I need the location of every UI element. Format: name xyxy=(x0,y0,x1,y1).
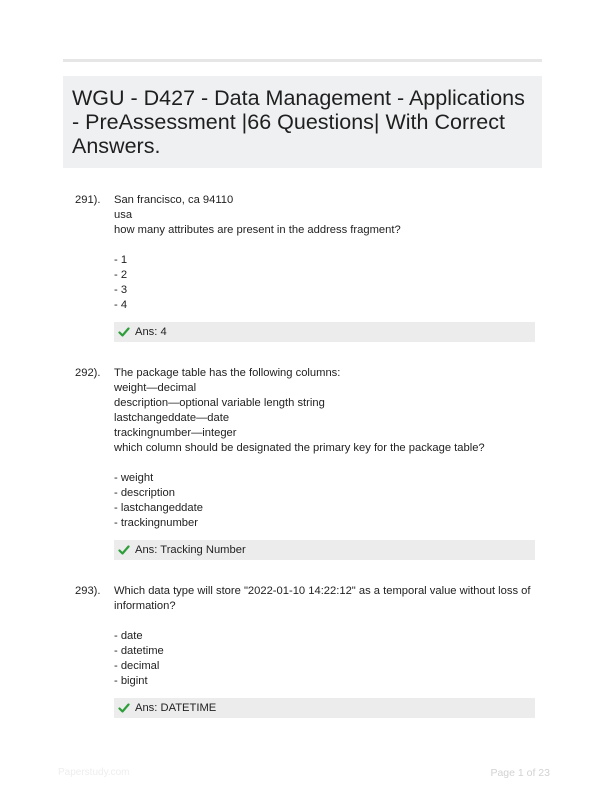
question-292 xyxy=(75,366,535,531)
checkmark-icon xyxy=(118,702,130,714)
answer-option: - date xyxy=(114,630,143,642)
footer-site-watermark: Paperstudy.com xyxy=(58,767,130,778)
question-number: 292). xyxy=(75,367,101,379)
document-title: WGU - D427 - Data Management - Applications - PreAssessment |66 Questions| With Correct Answers. xyxy=(72,86,525,158)
answer-option: - 1 xyxy=(114,254,128,266)
question-line: which column should be designated the primary key for the package table? xyxy=(114,442,485,454)
answer-option: - trackingnumber xyxy=(114,517,198,529)
question-body xyxy=(114,584,534,689)
question-293 xyxy=(75,584,535,689)
answer-box xyxy=(114,322,535,342)
answer-text: Ans: Tracking Number xyxy=(135,544,246,556)
question-line: weight—decimal xyxy=(114,382,197,394)
answer-option: - decimal xyxy=(114,660,160,672)
question-line: lastchangeddate—date xyxy=(114,412,230,424)
question-line: Which data type will store "2022-01-10 14:22:12" as a temporal value without loss of xyxy=(114,585,531,597)
question-291 xyxy=(75,193,535,313)
title-box xyxy=(63,76,542,168)
answer-option: - weight xyxy=(114,472,154,484)
question-number: 291). xyxy=(75,194,101,206)
checkmark-icon xyxy=(118,544,130,556)
checkmark-icon xyxy=(118,326,130,338)
top-divider xyxy=(63,59,542,62)
question-line: San francisco, ca 94110 xyxy=(114,194,234,206)
answer-option: - datetime xyxy=(114,645,164,657)
answer-box xyxy=(114,698,535,718)
answer-option: - 2 xyxy=(114,269,128,281)
answer-option: - 4 xyxy=(114,299,128,311)
answer-option: - bigint xyxy=(114,675,148,687)
question-number: 293). xyxy=(75,585,101,597)
question-body xyxy=(114,193,534,313)
question-line: usa xyxy=(114,209,133,221)
answer-option: - 3 xyxy=(114,284,128,296)
question-line: information? xyxy=(114,600,176,612)
question-line: description—optional variable length string xyxy=(114,397,325,409)
answer-option: - lastchangeddate xyxy=(114,502,203,514)
answer-text: Ans: DATETIME xyxy=(135,702,217,714)
question-line: how many attributes are present in the address fragment? xyxy=(114,224,401,236)
answer-text: Ans: 4 xyxy=(135,326,167,338)
answer-option: - description xyxy=(114,487,175,499)
footer-page-number: Page 1 of 23 xyxy=(490,767,550,779)
question-line: The package table has the following columns: xyxy=(114,367,341,379)
question-body xyxy=(114,366,534,531)
question-line: trackingnumber—integer xyxy=(114,427,237,439)
answer-box xyxy=(114,540,535,560)
